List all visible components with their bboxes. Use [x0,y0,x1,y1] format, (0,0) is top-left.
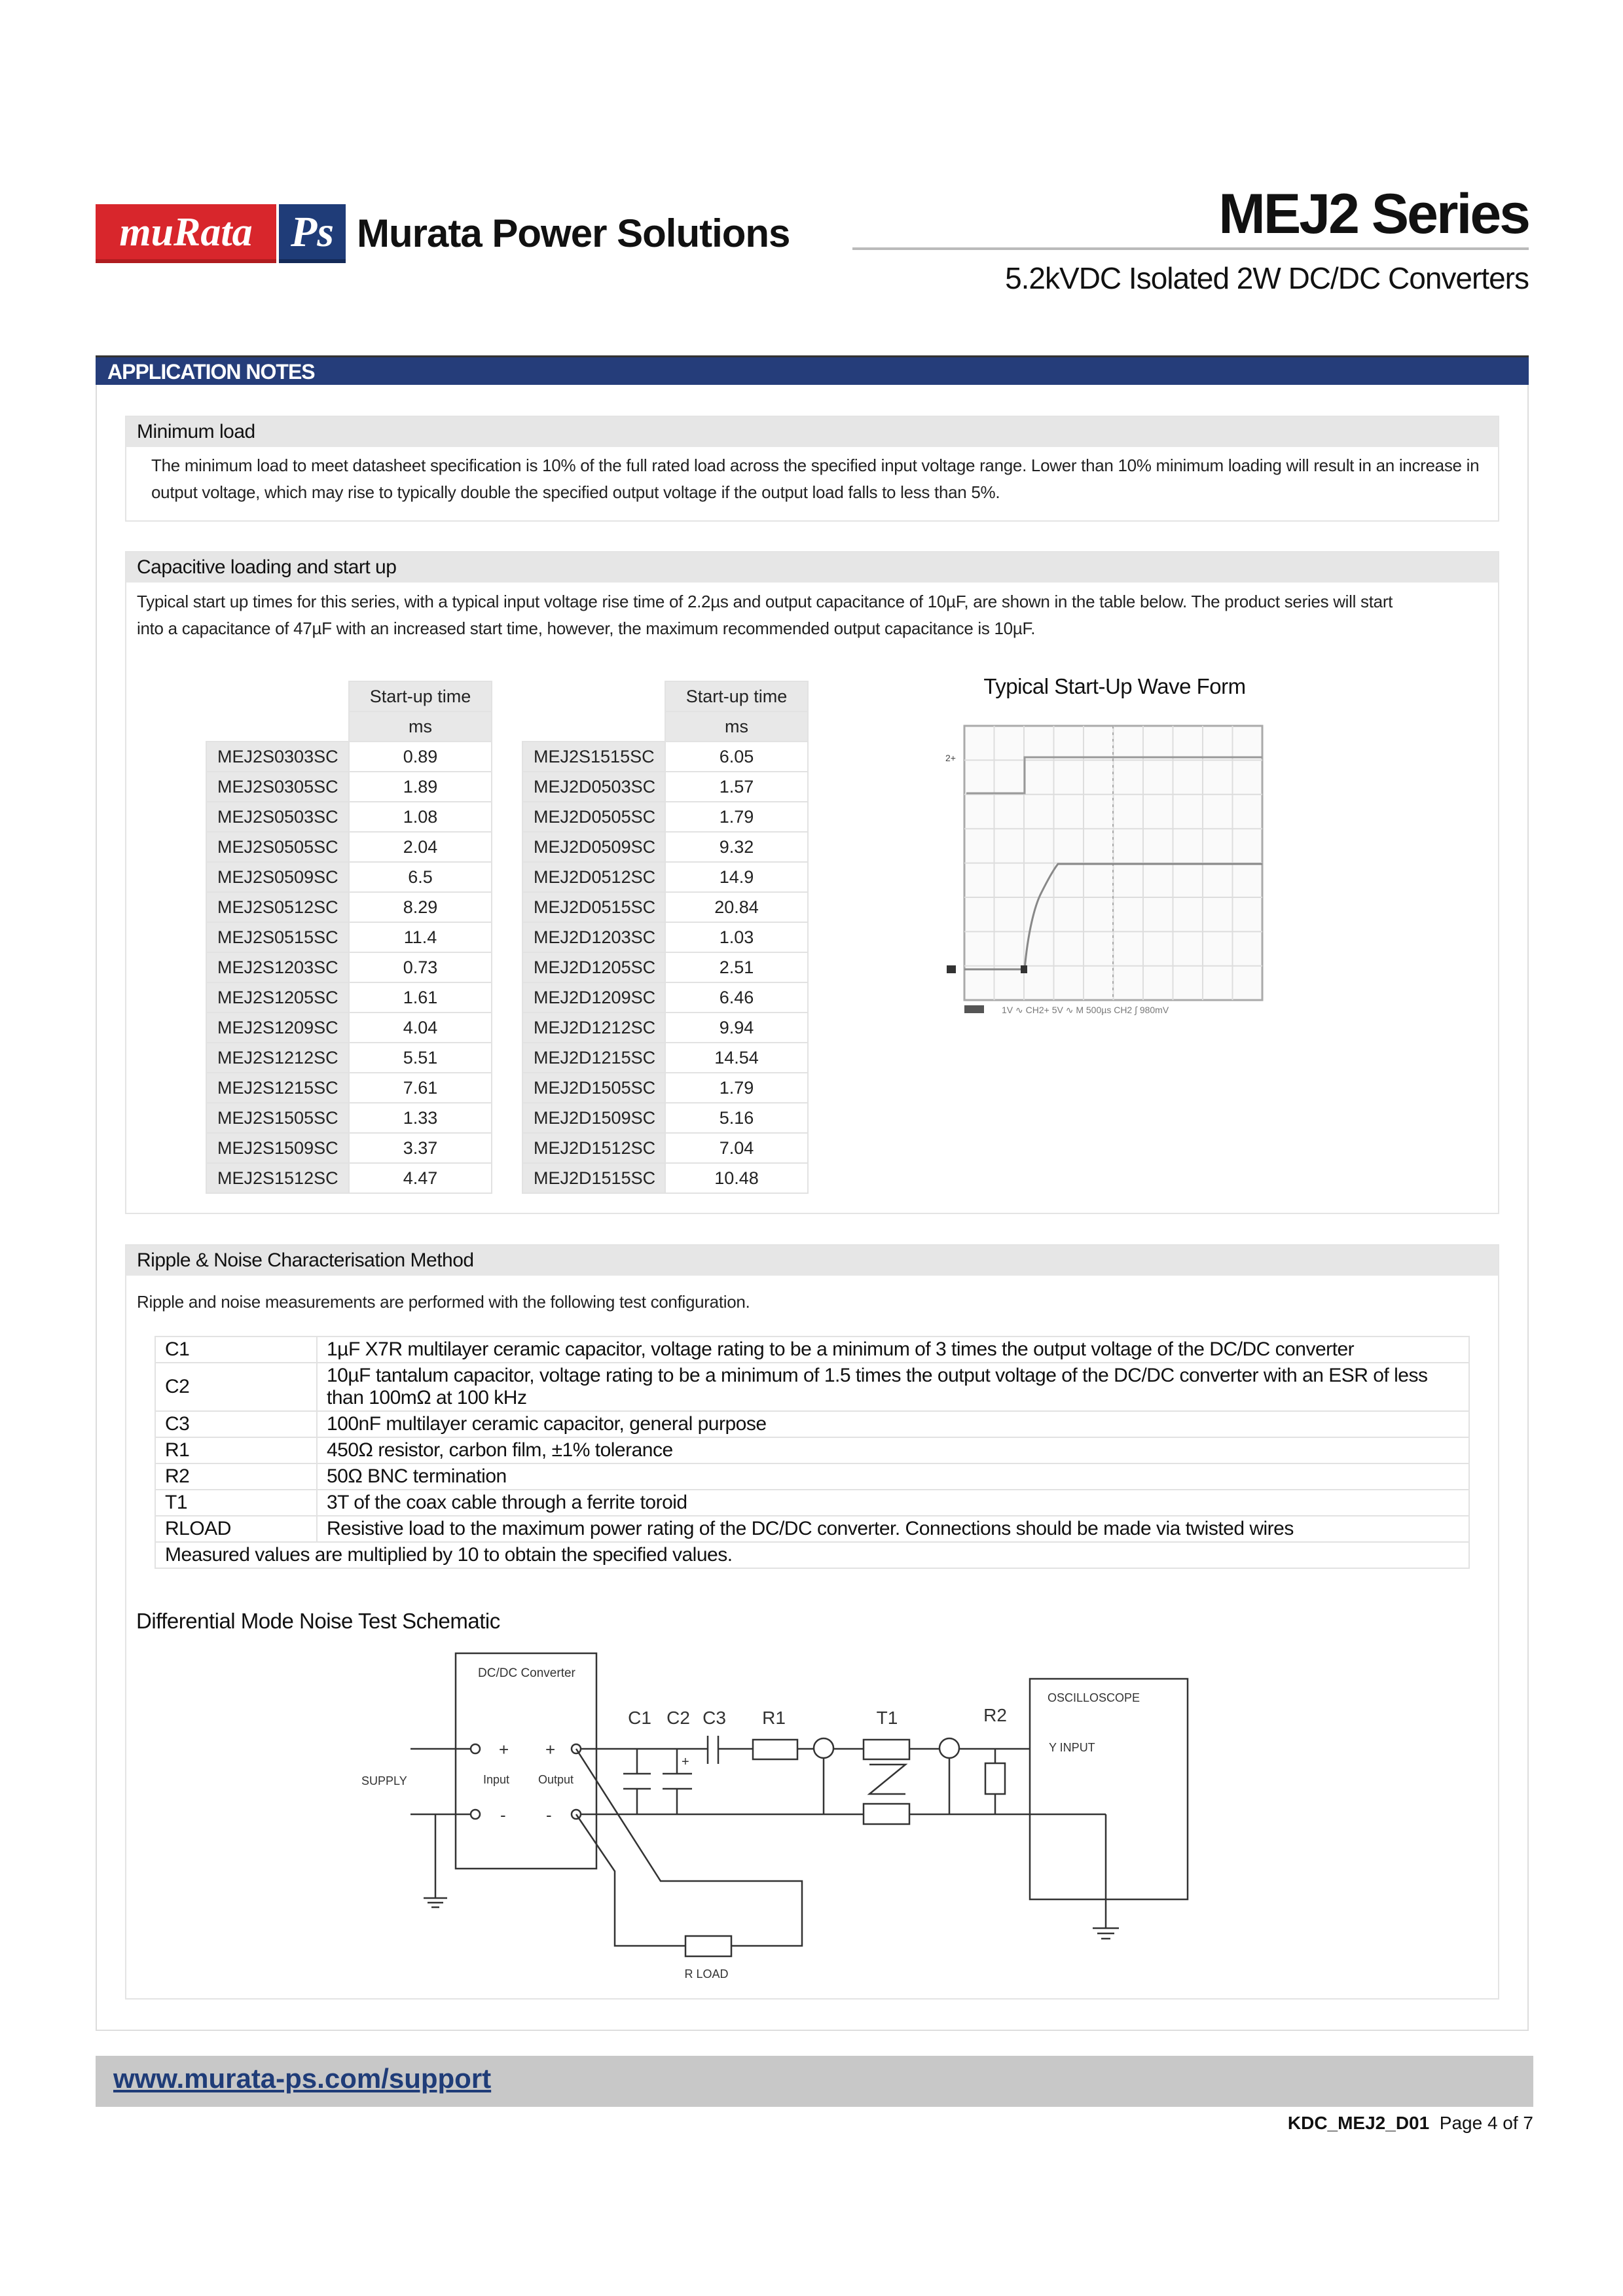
table-row [206,1043,492,1073]
test-config-table [155,1336,1470,1569]
startup-time-cell: 5.51 [349,1043,492,1073]
model-cell: MEJ2S0503SC [206,802,349,832]
description-cell: 3T of the coax cable through a ferrite toroid [317,1490,1469,1516]
minus-sign: - [546,1805,552,1825]
c3-capacitor [708,1736,718,1764]
channel-ground-marker [947,965,956,973]
scope-label-box [964,1005,984,1013]
table-row [206,1013,492,1043]
model-cell: MEJ2S1515SC [522,742,665,772]
table-row [155,1336,1469,1363]
rload-resistor [685,1936,731,1956]
r1-label: R1 [762,1708,786,1728]
model-cell: MEJ2D1509SC [522,1103,665,1133]
model-cell: MEJ2D1215SC [522,1043,665,1073]
model-cell: MEJ2D0503SC [522,772,665,802]
model-cell: MEJ2S1505SC [206,1103,349,1133]
minimum-load-text: The minimum load to meet datasheet specification is 10% of the full rated load across the specified input voltage range. Lower than 10% minimum loading will result in an increase in output voltage, which may rise to typically double the specified output voltage if the output load falls to less than 5%. [151,456,1480,502]
input-plus-terminal [471,1744,480,1753]
table-row [522,1073,808,1103]
table-row [522,922,808,952]
table-row [155,1437,1469,1463]
y-input-label: Y INPUT [1049,1741,1095,1754]
ripple-intro: Ripple and noise measurements are performed with the following test configuration. [137,1292,750,1312]
startup-time-cell: 1.57 [665,772,808,802]
table-row [206,742,492,772]
startup-time-cell: 6.05 [665,742,808,772]
table-row [206,1103,492,1133]
description-cell: 1µF X7R multilayer ceramic capacitor, voltage rating to be a minimum of 3 times the output voltage of the DC/DC converter [317,1336,1469,1363]
model-cell: MEJ2D0512SC [522,862,665,892]
startup-time-cell: 1.89 [349,772,492,802]
minus-sign: - [500,1805,506,1825]
table-row [206,1133,492,1163]
capacitive-text: Typical start up times for this series, with a typical input voltage rise time of 2.2µs and output capacitance of 10µF, are shown in the table below. The product series will start into a capacitance of 47µF with an increased start time, however, the maximum recommended output capacitance is 10µF. [137,592,1393,638]
startup-time-cell: 8.29 [349,892,492,922]
r2-resistor [985,1763,1005,1794]
coax-connector [814,1738,833,1758]
ground-symbol [1093,1928,1119,1939]
startup-time-cell: 9.94 [665,1013,808,1043]
startup-time-cell: 6.5 [349,862,492,892]
table-row [155,1463,1469,1490]
table-row [522,892,808,922]
startup-time-cell: 1.61 [349,982,492,1013]
table-row [206,772,492,802]
model-cell: MEJ2S0515SC [206,922,349,952]
model-cell: MEJ2D1205SC [522,952,665,982]
input-label: Input [483,1773,510,1786]
table-note-row [155,1542,1469,1568]
startup-time-cell: 14.9 [665,862,808,892]
input-minus-terminal [471,1810,480,1819]
table-row [522,862,808,892]
model-cell: MEJ2S1209SC [206,1013,349,1043]
table-row [522,1133,808,1163]
model-cell: MEJ2D1203SC [522,922,665,952]
output-label: Output [538,1773,574,1786]
table-row [155,1411,1469,1437]
waveform-title: Typical Start-Up Wave Form [983,674,1246,698]
startup-time-cell: 11.4 [349,922,492,952]
startup-table-1 [206,681,492,1194]
table-row [522,1103,808,1133]
table-row [155,1490,1469,1516]
model-cell: MEJ2D1212SC [522,1013,665,1043]
description-cell: 50Ω BNC termination [317,1463,1469,1490]
startup-time-cell: 6.46 [665,982,808,1013]
c1-label: C1 [628,1708,651,1728]
t1-label: T1 [876,1708,898,1728]
model-cell: MEJ2D0505SC [522,802,665,832]
model-cell: MEJ2S1509SC [206,1133,349,1163]
r1-resistor [753,1740,797,1759]
startup-time-cell: 14.54 [665,1043,808,1073]
page-subtitle: 5.2kVDC Isolated 2W DC/DC Converters [1005,261,1529,295]
section-header: APPLICATION NOTES [96,355,1529,385]
table-row [522,742,808,772]
startup-waveform [943,717,1277,1031]
scope-readout: 1V ∿ CH2+ 5V ∿ M 500µs CH2 ∫ 980mV [1002,1005,1169,1015]
model-cell: MEJ2S0303SC [206,742,349,772]
t1-toroid-bottom [864,1804,909,1824]
startup-time-cell: 20.84 [665,892,808,922]
component-cell: C3 [155,1411,317,1437]
ps-logo: Ps [279,204,346,263]
model-cell: MEJ2S1212SC [206,1043,349,1073]
startup-time-cell: 0.89 [349,742,492,772]
model-cell: MEJ2D1209SC [522,982,665,1013]
schematic-title: Differential Mode Noise Test Schematic [136,1609,500,1633]
murata-logo: muRata [96,204,276,263]
minimum-load-title: Minimum load [126,417,1498,447]
description-cell: 100nF multilayer ceramic capacitor, general purpose [317,1411,1469,1437]
table-row [206,862,492,892]
channel-marker: 2+ [945,753,956,763]
startup-time-cell: 3.37 [349,1133,492,1163]
component-cell: R2 [155,1463,317,1490]
startup-time-cell: 7.61 [349,1073,492,1103]
table-note: Measured values are multiplied by 10 to obtain the specified values. [155,1542,1469,1568]
model-cell: MEJ2S1203SC [206,952,349,982]
minimum-load-section [125,416,1499,522]
model-cell: MEJ2S1205SC [206,982,349,1013]
table-row [206,952,492,982]
table-row [206,922,492,952]
model-cell: MEJ2S0505SC [206,832,349,862]
document-id: KDC_MEJ2_D01 [1287,2113,1430,2133]
model-cell: MEJ2S1215SC [206,1073,349,1103]
c3-label: C3 [702,1708,726,1728]
startup-time-cell: 1.08 [349,802,492,832]
startup-table-2 [522,681,809,1194]
table-row [206,1073,492,1103]
table-row [522,832,808,862]
table-row [522,952,808,982]
oscilloscope-block [1030,1679,1188,1899]
page-info [1288,2113,1533,2134]
startup-time-cell: 1.03 [665,922,808,952]
column-header: Start-up time [349,681,492,711]
model-cell: MEJ2D1515SC [522,1163,665,1193]
startup-time-cell: 1.79 [665,802,808,832]
startup-time-cell: 10.48 [665,1163,808,1193]
c2-polarity: + [682,1755,689,1769]
component-cell: T1 [155,1490,317,1516]
component-cell: RLOAD [155,1516,317,1542]
page-title: MEJ2 Series [1218,183,1529,245]
startup-time-cell: 5.16 [665,1103,808,1133]
model-cell: MEJ2S0512SC [206,892,349,922]
model-cell: MEJ2D0509SC [522,832,665,862]
model-cell: MEJ2S0509SC [206,862,349,892]
dcdc-converter-block [456,1653,596,1869]
table-row [522,1013,808,1043]
table-row [206,832,492,862]
table-row [522,1043,808,1073]
column-header: Start-up time [665,681,808,711]
table-row [206,1163,492,1193]
table-row [522,1163,808,1193]
trigger-marker [1021,965,1027,973]
model-cell: MEJ2S1512SC [206,1163,349,1193]
description-cell: 10µF tantalum capacitor, voltage rating to be a minimum of 1.5 times the output voltage of the DC/DC converter with an ESR of less than 100mΩ at 100 kHz [317,1363,1469,1411]
startup-time-cell: 1.79 [665,1073,808,1103]
ripple-title: Ripple & Noise Characterisation Method [126,1246,1498,1276]
page-number: Page 4 of 7 [1439,2113,1533,2133]
table-row [155,1516,1469,1542]
table-row [206,982,492,1013]
model-cell: MEJ2D1512SC [522,1133,665,1163]
table-row [522,772,808,802]
capacitive-title: Capacitive loading and start up [126,552,1498,583]
coax-connector [939,1738,959,1758]
startup-time-cell: 1.33 [349,1103,492,1133]
support-link[interactable]: www.murata-ps.com/support [113,2063,492,2094]
brand-name: Murata Power Solutions [357,211,790,255]
component-cell: R1 [155,1437,317,1463]
r2-label: R2 [983,1705,1007,1725]
startup-time-cell: 0.73 [349,952,492,982]
noise-test-schematic [355,1643,1226,2009]
startup-time-cell: 2.51 [665,952,808,982]
t1-toroid-top [864,1740,909,1759]
table-row [155,1363,1469,1411]
header-divider [852,247,1529,250]
model-cell: MEJ2S0305SC [206,772,349,802]
startup-time-cell: 9.32 [665,832,808,862]
plus-sign: + [545,1740,556,1759]
plus-sign: + [499,1740,509,1759]
c1-capacitor [623,1749,651,1814]
ground-symbol [424,1898,447,1907]
startup-time-cell: 2.04 [349,832,492,862]
rload-label: R LOAD [684,1967,729,1981]
table-row [206,892,492,922]
startup-time-cell: 7.04 [665,1133,808,1163]
column-unit: ms [349,711,492,742]
component-cell: C1 [155,1336,317,1363]
model-cell: MEJ2D1505SC [522,1073,665,1103]
startup-time-cell: 4.47 [349,1163,492,1193]
supply-label: SUPPLY [361,1774,407,1787]
c2-label: C2 [666,1708,690,1728]
converter-label: DC/DC Converter [478,1666,575,1680]
component-cell: C2 [155,1363,317,1411]
startup-time-cell: 4.04 [349,1013,492,1043]
model-cell: MEJ2D0515SC [522,892,665,922]
table-row [522,982,808,1013]
table-row [522,802,808,832]
column-unit: ms [665,711,808,742]
description-cell: Resistive load to the maximum power rating of the DC/DC converter. Connections should be made via twisted wires [317,1516,1469,1542]
oscilloscope-label: OSCILLOSCOPE [1048,1691,1140,1704]
table-row [206,802,492,832]
description-cell: 450Ω resistor, carbon film, ±1% tolerance [317,1437,1469,1463]
t1-core [869,1765,905,1794]
